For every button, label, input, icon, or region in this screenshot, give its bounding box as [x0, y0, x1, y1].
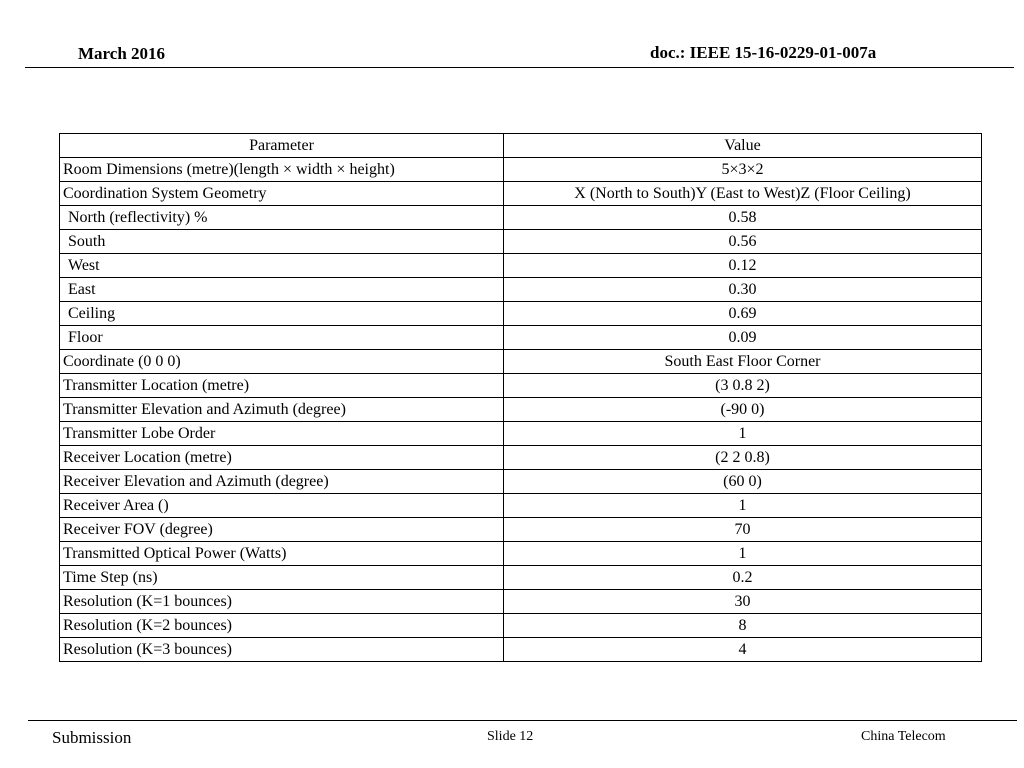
value-cell: 4 — [504, 638, 982, 662]
parameter-cell: Receiver FOV (degree) — [60, 518, 504, 542]
value-cell: X (North to South)Y (East to West)Z (Floor Ceiling) — [504, 182, 982, 206]
table-row — [60, 278, 982, 302]
value-cell: 5×3×2 — [504, 158, 982, 182]
column-header-value: Value — [504, 134, 982, 158]
footer-organization: China Telecom — [861, 729, 946, 744]
value-cell: 1 — [504, 494, 982, 518]
value-cell: South East Floor Corner — [504, 350, 982, 374]
table-row — [60, 230, 982, 254]
parameter-cell: Transmitter Lobe Order — [60, 422, 504, 446]
value-cell: 0.69 — [504, 302, 982, 326]
table-row — [60, 374, 982, 398]
value-cell: (2 2 0.8) — [504, 446, 982, 470]
parameter-cell: Floor — [60, 326, 504, 350]
parameter-cell: Receiver Area () — [60, 494, 504, 518]
value-cell: 0.2 — [504, 566, 982, 590]
parameter-cell: Coordinate (0 0 0) — [60, 350, 504, 374]
value-cell: (60 0) — [504, 470, 982, 494]
column-header-parameter: Parameter — [60, 134, 504, 158]
table-row — [60, 518, 982, 542]
table-row — [60, 254, 982, 278]
table-row — [60, 206, 982, 230]
value-cell: 0.12 — [504, 254, 982, 278]
table-row — [60, 182, 982, 206]
value-cell: (3 0.8 2) — [504, 374, 982, 398]
parameter-cell: Transmitter Elevation and Azimuth (degree) — [60, 398, 504, 422]
table-row — [60, 398, 982, 422]
value-cell: 0.56 — [504, 230, 982, 254]
table-row — [60, 614, 982, 638]
table-row — [60, 590, 982, 614]
header-divider — [25, 67, 1014, 68]
parameter-cell: Room Dimensions (metre)(length × width × height) — [60, 158, 504, 182]
table-row — [60, 542, 982, 566]
value-cell: 0.58 — [504, 206, 982, 230]
parameter-cell: Resolution (K=3 bounces) — [60, 638, 504, 662]
value-cell: 1 — [504, 542, 982, 566]
header-date: March 2016 — [78, 44, 166, 63]
footer-submission: Submission — [52, 728, 132, 747]
parameter-cell: Resolution (K=2 bounces) — [60, 614, 504, 638]
table-row — [60, 446, 982, 470]
footer-divider — [28, 720, 1017, 721]
parameter-cell: Transmitter Location (metre) — [60, 374, 504, 398]
parameter-cell: Receiver Elevation and Azimuth (degree) — [60, 470, 504, 494]
parameter-cell: Coordination System Geometry — [60, 182, 504, 206]
table-row — [60, 302, 982, 326]
value-cell: 8 — [504, 614, 982, 638]
parameter-cell: Receiver Location (metre) — [60, 446, 504, 470]
parameter-table — [59, 133, 982, 662]
value-cell: 1 — [504, 422, 982, 446]
table-row — [60, 566, 982, 590]
parameter-cell: South — [60, 230, 504, 254]
parameter-cell: Transmitted Optical Power (Watts) — [60, 542, 504, 566]
table-row — [60, 494, 982, 518]
parameter-cell: Time Step (ns) — [60, 566, 504, 590]
parameter-cell: West — [60, 254, 504, 278]
header-doc-id: doc.: IEEE 15-16-0229-01-007a — [650, 43, 877, 62]
table-row — [60, 422, 982, 446]
footer-slide-number: Slide 12 — [487, 729, 534, 744]
table-row — [60, 470, 982, 494]
parameter-cell: Ceiling — [60, 302, 504, 326]
value-cell: 70 — [504, 518, 982, 542]
parameter-cell: North (reflectivity) % — [60, 206, 504, 230]
table-row — [60, 158, 982, 182]
table-row — [60, 638, 982, 662]
table-header-row — [60, 134, 982, 158]
value-cell: 0.30 — [504, 278, 982, 302]
table-row — [60, 326, 982, 350]
value-cell: (-90 0) — [504, 398, 982, 422]
parameter-cell: Resolution (K=1 bounces) — [60, 590, 504, 614]
parameter-cell: East — [60, 278, 504, 302]
value-cell: 30 — [504, 590, 982, 614]
value-cell: 0.09 — [504, 326, 982, 350]
table-row — [60, 350, 982, 374]
